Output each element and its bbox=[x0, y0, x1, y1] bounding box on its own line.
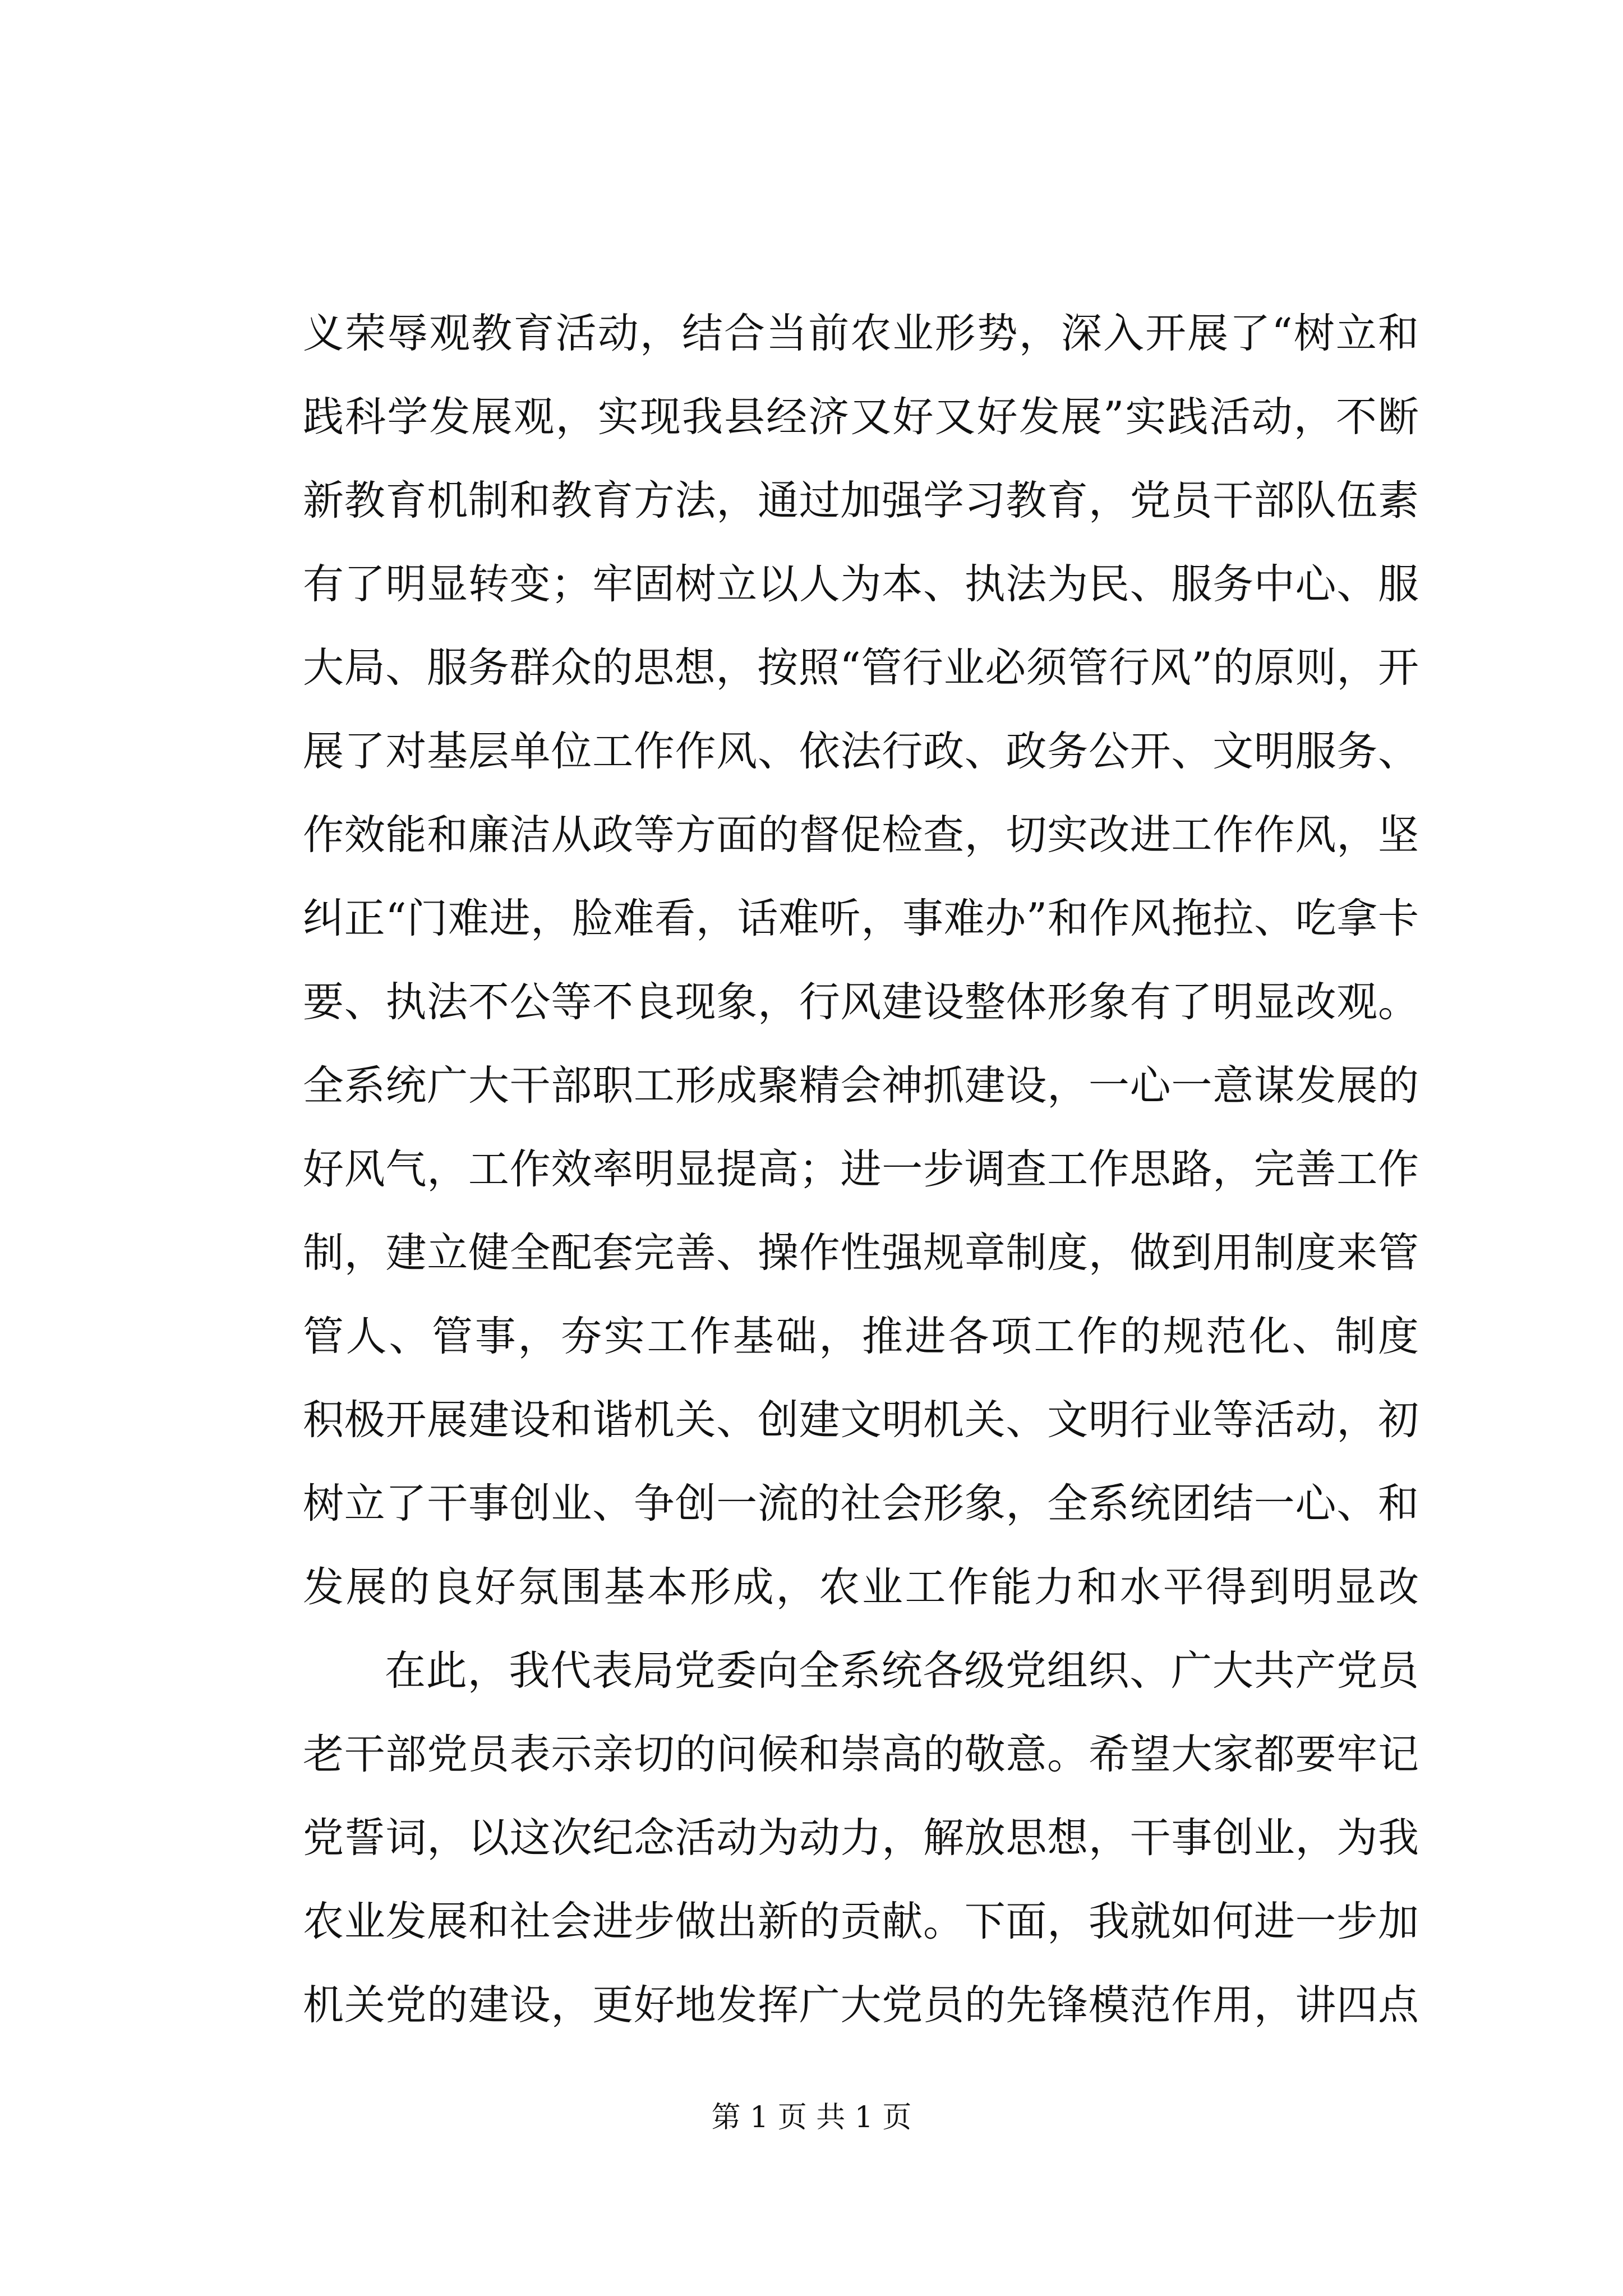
text-line: 好风气，工作效率明显提高；进一步调查工作思路，完善工作 bbox=[303, 1145, 1419, 1193]
text-line: 作效能和廉洁从政等方面的督促检查，切实改进工作作风，坚 bbox=[303, 811, 1419, 859]
text-line: 制，建立健全配套完善、操作性强规章制度，做到用制度来管 bbox=[303, 1229, 1419, 1277]
text-line: 发展的良好氛围基本形成，农业工作能力和水平得到明显改 bbox=[303, 1563, 1419, 1611]
text-line: 纠正“门难进，脸难看，话难听，事难办”和作风拖拉、吃拿卡 bbox=[303, 895, 1419, 942]
text-line: 树立了干事创业、争创一流的社会形象，全系统团结一心、和 bbox=[303, 1480, 1419, 1527]
text-line: 践科学发展观，实现我县经济又好又好发展”实践活动，不断 bbox=[303, 393, 1419, 441]
document-body bbox=[303, 292, 1419, 2047]
text-line: 新教育机制和教育方法，通过加强学习教育，党员干部队伍素 bbox=[303, 477, 1419, 524]
text-line: 老干部党员表示亲切的问候和崇高的敬意。希望大家都要牢记 bbox=[303, 1731, 1419, 1778]
text-line: 机关党的建设，更好地发挥广大党员的先锋模范作用，讲四点 bbox=[303, 1981, 1419, 2029]
text-line: 义荣辱观教育活动，结合当前农业形势，深入开展了“树立和 bbox=[303, 310, 1419, 357]
text-line: 农业发展和社会进步做出新的贡献。下面，我就如何进一步加 bbox=[303, 1898, 1419, 1945]
text-line: 展了对基层单位工作作风、依法行政、政务公开、文明服务、 bbox=[303, 728, 1419, 775]
text-line: 在此，我代表局党委向全系统各级党组织、广大共产党员 bbox=[385, 1647, 1419, 1695]
text-line: 管人、管事，夯实工作基础，推进各项工作的规范化、制度 bbox=[303, 1313, 1419, 1360]
text-line: 要、执法不公等不良现象，行风建设整体形象有了明显改观。 bbox=[303, 978, 1419, 1026]
text-line: 大局、服务群众的思想，按照“管行业必须管行风”的原则，开 bbox=[303, 644, 1419, 692]
text-line: 积极开展建设和谐机关、创建文明机关、文明行业等活动，初 bbox=[303, 1396, 1419, 1444]
page-footer: 第 1 页 共 1 页 bbox=[711, 2101, 912, 2134]
text-line: 有了明显转变；牢固树立以人为本、执法为民、服务中心、服 bbox=[303, 560, 1419, 608]
text-line: 全系统广大干部职工形成聚精会神抓建设，一心一意谋发展的 bbox=[303, 1062, 1419, 1110]
text-line: 党誓词，以这次纪念活动为动力，解放思想，干事创业，为我 bbox=[303, 1814, 1419, 1862]
